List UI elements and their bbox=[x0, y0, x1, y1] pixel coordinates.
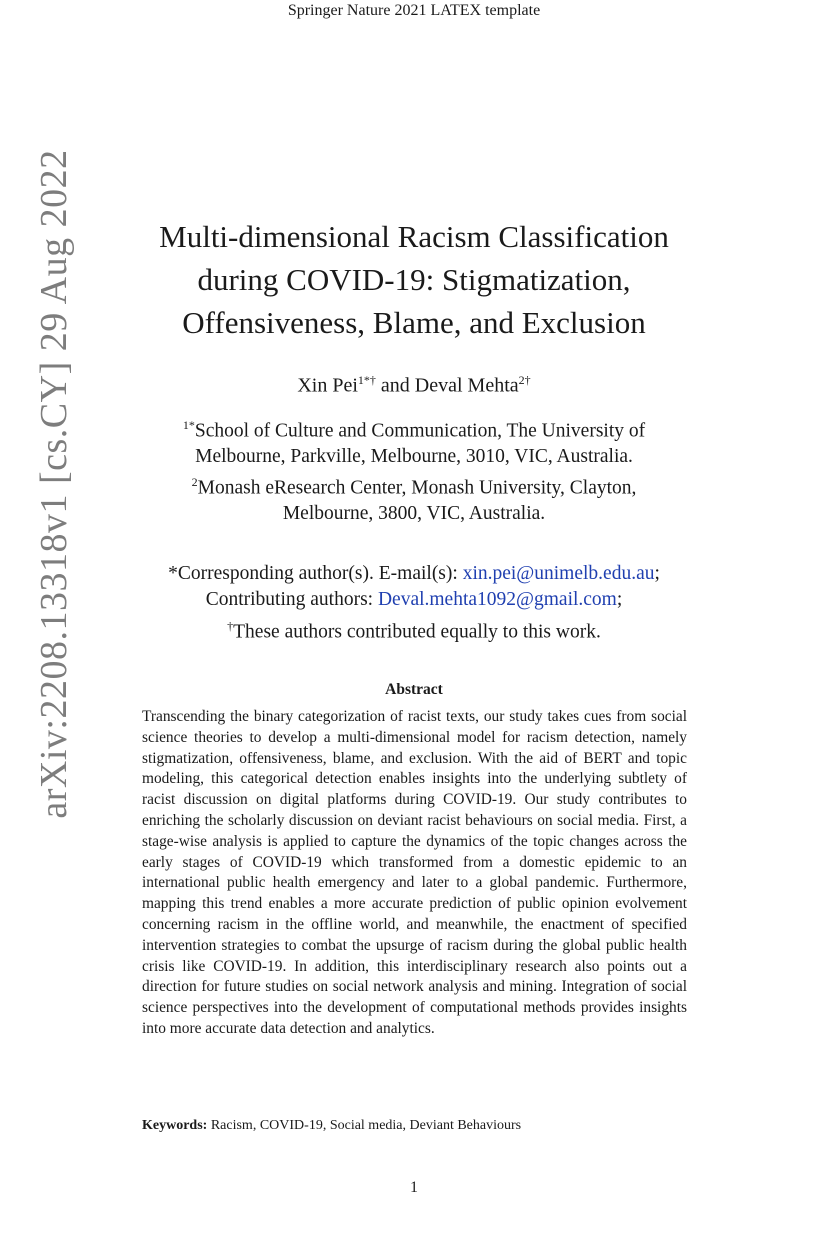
title-line: Offensiveness, Blame, and Exclusion bbox=[182, 305, 646, 340]
correspondence bbox=[114, 561, 714, 646]
title-line: Multi-dimensional Racism Classification bbox=[159, 219, 669, 254]
abstract-body: Transcending the binary categorization of racist texts, our study takes cues from social science theories to develop a multi-dimensional model for racism detection, namely stigmatization, offensiveness, blame, and exclusion. With the aid of BERT and topic modeling, this categorical detection enables insights into the underlying subtlety of racist discussion on digital platforms during COVID-19. Our study contributes to enriching the scholarly discussion on deviant racist behaviours on social media. First, a stage-wise analysis is applied to capture the dynamics of the topic changes across the early stages of COVID-19 which transformed from a domestic epidemic to an international public health emergency and later to a global pandemic. Furthermore, mapping this trend enables a more accurate prediction of public opinion evolvement concerning racism in the offline world, and meanwhile, the enactment of specified intervention strategies to combat the upsurge of racism during the global public health crisis like COVID-19. In addition, this interdisciplinary research also points out a direction for future studies on social network analysis and mining. Integration of social science perspectives into the development of computational methods provides insights into more accurate data detection and analytics. bbox=[142, 708, 687, 1037]
affiliation-mark: 2 bbox=[191, 474, 198, 489]
author-affiliation-mark: 1*† bbox=[357, 373, 376, 387]
author-conjunction: and bbox=[375, 374, 415, 397]
keywords bbox=[142, 1118, 687, 1134]
running-head: Springer Nature 2021 LATEX template bbox=[287, 2, 541, 19]
contributing-label: Contributing authors: bbox=[205, 589, 378, 610]
affiliation-line bbox=[114, 470, 714, 501]
title-line: during COVID-19: Stigmatization, bbox=[197, 262, 631, 297]
corresponding-author-line bbox=[114, 561, 714, 587]
keywords-text: Racism, COVID-19, Social media, Deviant Behaviours bbox=[207, 1118, 522, 1133]
affiliation-line: Melbourne, 3800, VIC, Australia. bbox=[282, 502, 546, 524]
arxiv-identifier: arXiv:2208.13318v1 [cs.CY] 29 Aug 2022 bbox=[33, 149, 75, 819]
affiliations bbox=[114, 413, 714, 526]
equal-contribution-note bbox=[114, 613, 714, 646]
affiliation-text: Monash eResearch Center, Monash University, Clayton, bbox=[197, 477, 637, 498]
keywords-label: Keywords: bbox=[142, 1118, 208, 1133]
corresponding-email-link[interactable]: xin.pei@unimelb.edu.au bbox=[462, 563, 655, 584]
author-list bbox=[114, 373, 714, 398]
author-affiliation-mark: 2† bbox=[518, 373, 531, 387]
affiliation-line: Melbourne, Parkville, Melbourne, 3010, VIC, Australia. bbox=[195, 446, 633, 467]
author-name: Xin Pei bbox=[297, 374, 358, 397]
affiliation-line bbox=[114, 413, 714, 444]
author-name: Deval Mehta bbox=[414, 374, 519, 397]
paper-title bbox=[114, 215, 714, 344]
abstract-heading: Abstract bbox=[385, 681, 443, 698]
affiliation-mark: 1* bbox=[182, 418, 195, 432]
separator: ; bbox=[616, 589, 623, 610]
equal-contribution-text: These authors contributed equally to this work. bbox=[233, 621, 601, 643]
contributing-email-link[interactable]: Deval.mehta1092@gmail.com bbox=[377, 589, 617, 610]
page-number: 1 bbox=[410, 1179, 418, 1196]
affiliation-text: School of Culture and Communication, The University of bbox=[194, 420, 646, 442]
dagger-mark: † bbox=[227, 619, 234, 633]
contributing-authors-line bbox=[114, 587, 714, 613]
corresponding-label: *Corresponding author(s). E-mail(s): bbox=[168, 563, 463, 584]
separator: ; bbox=[654, 563, 660, 584]
